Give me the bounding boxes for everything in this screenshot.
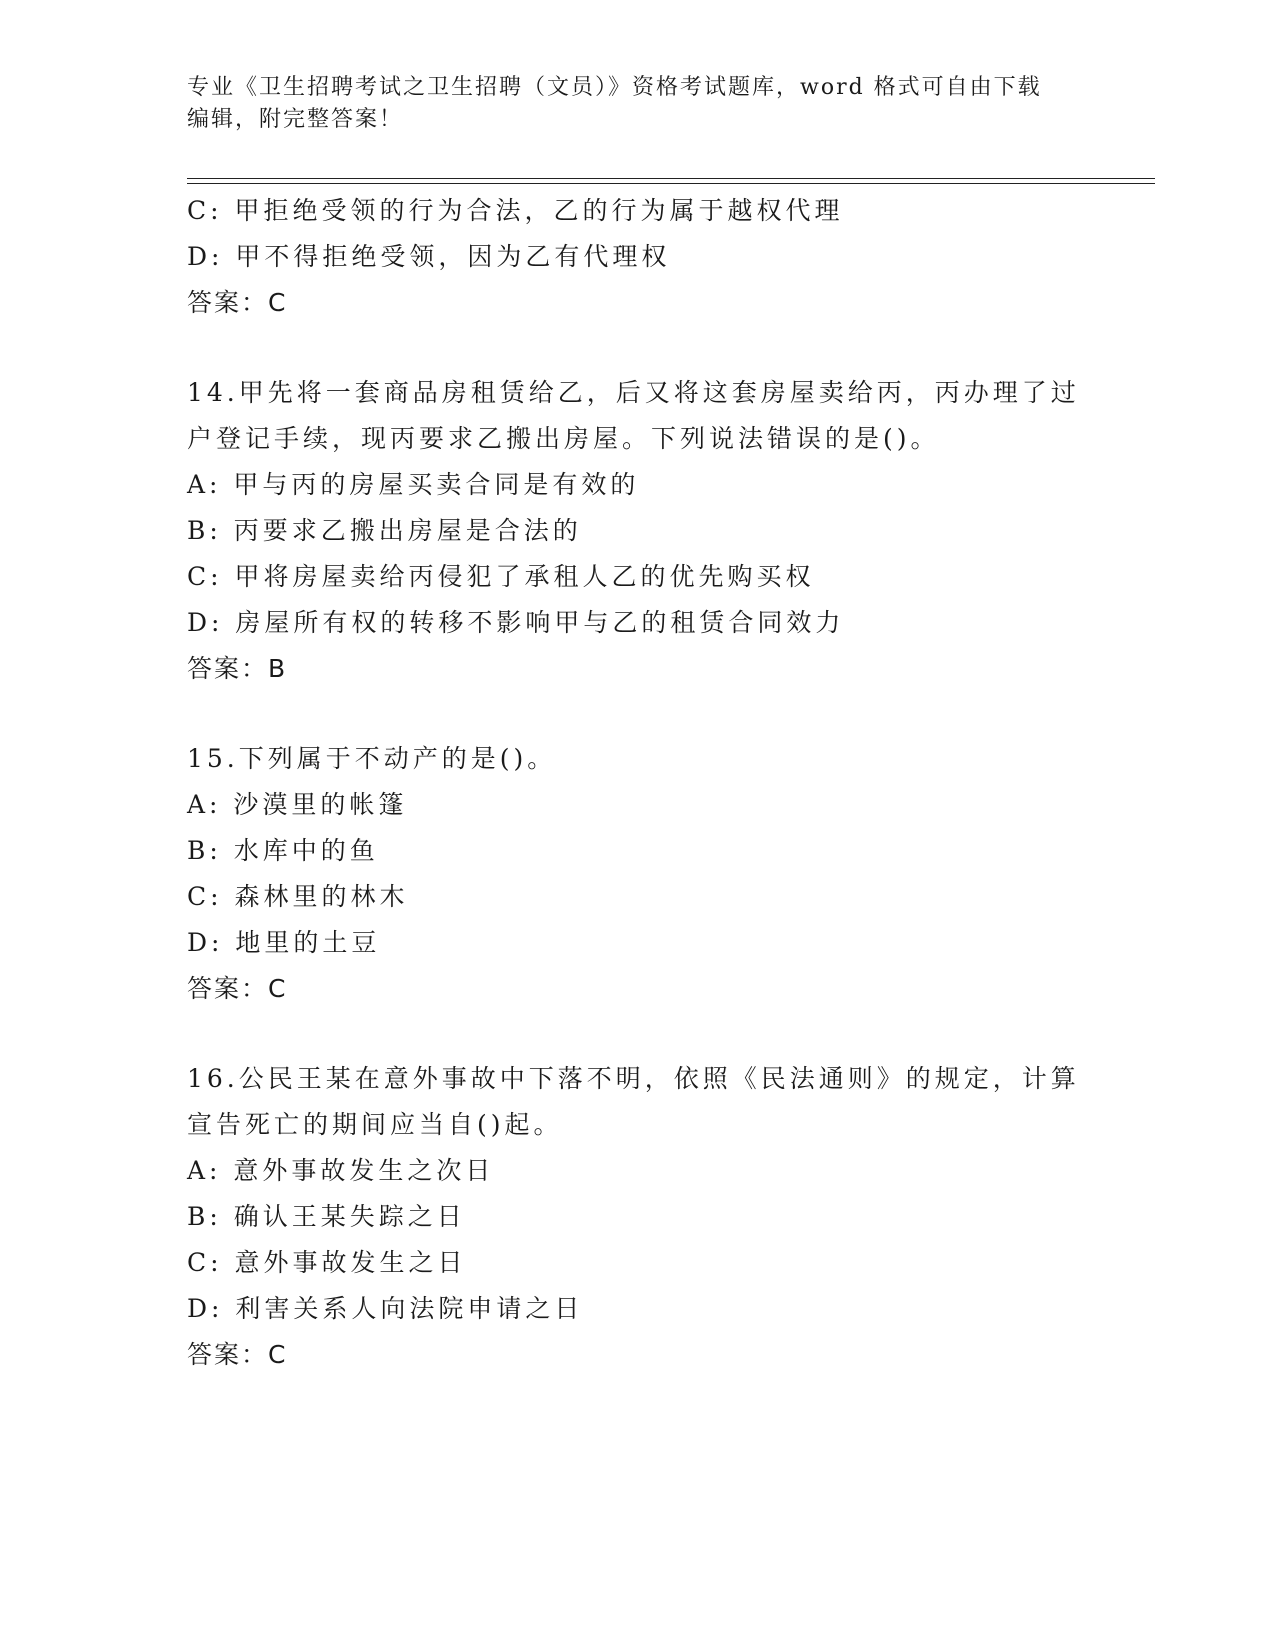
question-16: [187, 1056, 1087, 1378]
answer-line: 答案：C: [187, 974, 288, 1003]
option-d: D: 房屋所有权的转移不影响甲与乙的租赁合同效力: [187, 608, 845, 637]
question-stem-line-1: 15.下列属于不动产的是()。: [187, 744, 557, 773]
option-b: B: 确认王某失踪之日: [187, 1202, 466, 1231]
answer-line: 答案：C: [187, 288, 288, 317]
option-d: D: 地里的土豆: [187, 928, 381, 957]
answer-line: 答案：B: [187, 654, 288, 683]
option-c: C: 意外事故发生之日: [187, 1248, 467, 1277]
question-list: [187, 188, 1087, 1378]
option-b: B: 丙要求乙搬出房屋是合法的: [187, 516, 582, 545]
option-c: C: 甲拒绝受领的行为合法，乙的行为属于越权代理: [187, 196, 844, 225]
header-divider-bottom: [187, 183, 1155, 184]
option-a: A: 沙漠里的帐篷: [187, 790, 408, 819]
option-d: D: 甲不得拒绝受领，因为乙有代理权: [187, 242, 671, 271]
question-carryover: [187, 188, 1087, 326]
option-a: A: 意外事故发生之次日: [187, 1156, 495, 1185]
option-a: A: 甲与丙的房屋买卖合同是有效的: [187, 470, 640, 499]
answer-line: 答案：C: [187, 1340, 288, 1369]
question-14: [187, 370, 1087, 692]
header-line-1: 专业《卫生招聘考试之卫生招聘（文员）》资格考试题库，word 格式可自由下载: [187, 75, 1042, 100]
option-b: B: 水库中的鱼: [187, 836, 379, 865]
question-15: [187, 736, 1087, 1012]
question-stem-line-2: 宣告死亡的期间应当自()起。: [187, 1110, 563, 1139]
header-line-2: 编辑，附完整答案！: [187, 107, 404, 132]
page-header: [187, 72, 1067, 136]
header-divider-top: [187, 178, 1155, 179]
question-stem-line-2: 户登记手续，现丙要求乙搬出房屋。下列说法错误的是()。: [187, 424, 940, 453]
option-d: D: 利害关系人向法院申请之日: [187, 1294, 584, 1323]
option-c: C: 甲将房屋卖给丙侵犯了承租人乙的优先购买权: [187, 562, 815, 591]
option-c: C: 森林里的林木: [187, 882, 409, 911]
question-stem-line-1: 14.甲先将一套商品房租赁给乙，后又将这套房屋卖给丙，丙办理了过: [187, 378, 1080, 407]
question-stem-line-1: 16.公民王某在意外事故中下落不明，依照《民法通则》的规定，计算: [187, 1064, 1080, 1093]
